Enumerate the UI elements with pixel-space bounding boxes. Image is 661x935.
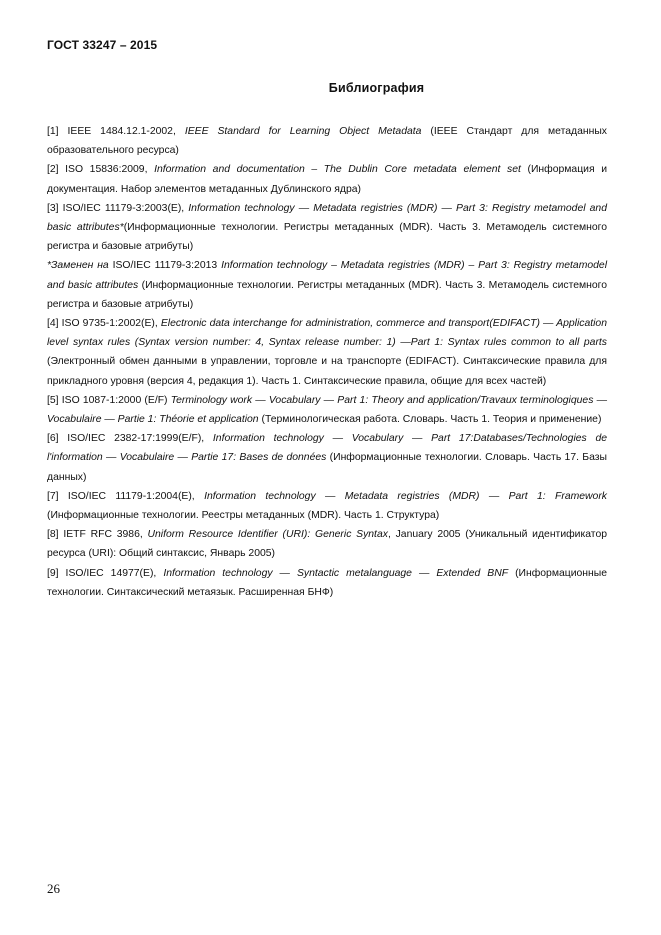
entry-title-italic: Information technology — Syntactic metalanguage — Extended BNF xyxy=(163,567,509,579)
bibliography-entry xyxy=(47,256,607,314)
bibliography-entry xyxy=(47,391,607,429)
document-code-header: ГОСТ 33247 – 2015 xyxy=(47,38,158,52)
entry-title-italic: Information technology — Metadata registries (MDR) — Part 1: Framework xyxy=(204,490,607,502)
entry-text: (Информационные технологии. Словарь. Часть 17. Базы данных) xyxy=(47,452,607,483)
entry-title-italic: Information technology – Metadata registries (MDR) – Part 3: Registry metamodel and basic attributes xyxy=(47,260,608,291)
entry-text: (Информационные технологии. Синтаксический метаязык. Расширенная БНФ) xyxy=(47,567,608,598)
entry-text: , January 2005 (Уникальный идентификатор ресурса (URI): Общий синтаксис, Январь 2005) xyxy=(47,529,607,560)
bibliography-list xyxy=(47,122,607,602)
section-title-wrapper xyxy=(0,81,661,95)
bibliography-entry xyxy=(47,199,607,257)
entry-text: [9] ISO/IEC 14977(E), xyxy=(47,567,164,579)
bibliography-entry xyxy=(47,564,607,602)
bibliography-entry xyxy=(47,314,607,391)
bibliography-entry xyxy=(47,487,607,525)
entry-text: (Информационные технологии. Реестры метаданных (MDR). Часть 1. Структура) xyxy=(47,510,440,522)
entry-text: (Информационные технологии. Регистры метаданных (MDR). Часть 3. Метамодель системного регистра и базовые атрибуты) xyxy=(47,222,607,253)
entry-title-italic: Terminology work — Vocabulary — Part 1: Theory and application/Travaux terminologiques — Vocabulaire — Partie 1: Théorie et application xyxy=(47,394,607,426)
entry-text: [3] ISO/IEC 11179-3:2003(E), xyxy=(47,202,189,214)
entry-title-italic: Information technology — Metadata registries (MDR) — Part 3: Registry metamodel and basic attributes* xyxy=(47,202,607,234)
section-title: Библиография xyxy=(328,81,425,95)
entry-text: ISO/IEC 11179-3:2013 xyxy=(108,260,222,272)
entry-title-italic: Information technology — Vocabulary — Part 17:Databases/Technologies de l'information — Vocabulaire — Partie 17: Bases de données xyxy=(47,433,608,464)
entry-text: (Электронный обмен данными в управлении, торговле и на транспорте (EDIFACT). Синтаксические правила для прикладного уровня (версия 4, редакция 1). Часть 1. Синтаксические правила, общие для всех частей) xyxy=(47,356,607,387)
entry-title-italic: Electronic data interchange for administration, commerce and transport(EDIFACT) — Application level syntax rules (Syntax version number: 4, Syntax release number: 1) —Part 1: Syntax rules common to all parts xyxy=(47,318,607,349)
bibliography-entry xyxy=(47,160,607,198)
entry-text: [5] ISO 1087-1:2000 (E/F) xyxy=(47,394,171,406)
entry-text: [2] ISO 15836:2009, xyxy=(47,164,155,176)
entry-text: (Информационные технологии. Регистры метаданных (MDR). Часть 3. Метамодель системного регистра и базовые атрибуты) xyxy=(47,279,608,310)
entry-text: [1] IEEE 1484.12.1-2002, xyxy=(47,126,185,137)
entry-text: (IEEE Стандарт для метаданных образовательного ресурса) xyxy=(47,126,607,157)
entry-text: (Информация и документация. Набор элементов метаданных Дублинского ядра) xyxy=(47,164,607,195)
entry-text: [6] ISO/IEC 2382-17:1999(E/F), xyxy=(47,433,213,445)
entry-title-italic: *Заменен на xyxy=(47,260,109,272)
entry-text: [8] IETF RFC 3986, xyxy=(47,529,148,541)
entry-title-italic: Information and documentation – The Dublin Core metadata element set xyxy=(154,164,521,176)
entry-title-italic: IEEE Standard for Learning Object Metadata xyxy=(184,126,422,137)
entry-text: [7] ISO/IEC 11179-1:2004(E), xyxy=(47,490,205,502)
bibliography-entry xyxy=(47,429,607,487)
bibliography-entry xyxy=(47,122,607,160)
page-number: 26 xyxy=(47,881,60,896)
entry-text: (Терминологическая работа. Словарь. Часть 1. Теория и применение) xyxy=(258,414,602,426)
entry-text: [4] ISO 9735-1:2002(E), xyxy=(47,318,161,330)
bibliography-entry xyxy=(47,525,607,563)
entry-title-italic: Uniform Resource Identifier (URI): Generic Syntax xyxy=(147,529,388,541)
